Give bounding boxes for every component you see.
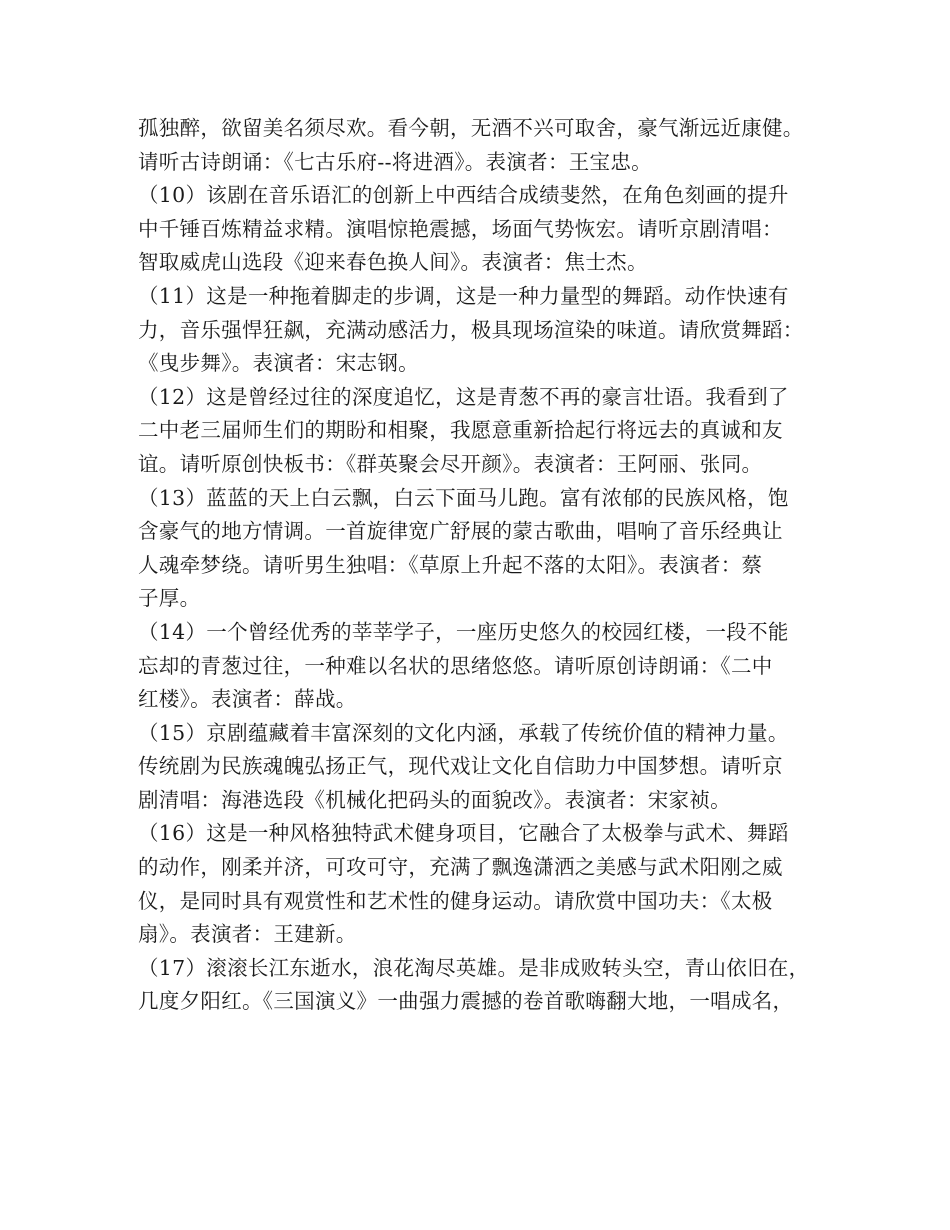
text-line-9: （12）这是曾经过往的深度追忆，这是青葱不再的豪言壮语。我看到了 [138, 384, 789, 409]
text-line-22: （16）这是一种风格独特武术健身项目，它融合了太极拳与武术、舞蹈 [138, 821, 789, 846]
text-line-11: 谊。请听原创快板书：《群英聚会尽开颜》。表演者：王阿丽、张同。 [138, 451, 763, 476]
text-line-19: （15）京剧蕴藏着丰富深刻的文化内涵，承载了传统价值的精神力量。 [138, 720, 789, 745]
text-line-23: 的动作，刚柔并济，可攻可守，充满了飘逸潇洒之美感与武术阳刚之威 [138, 855, 783, 880]
text-line-15: 子厚。 [138, 586, 201, 611]
text-line-4: 中千锤百炼精益求精。演唱惊艳震撼，场面气势恢宏。请听京剧清唱： [138, 216, 783, 241]
text-line-20: 传统剧为民族魂魄弘扬正气，现代戏让文化自信助力中国梦想。请听京 [138, 754, 783, 779]
text-line-24: 仪，是同时具有观赏性和艺术性的健身运动。请欣赏中国功夫：《太极 [138, 888, 773, 913]
text-line-7: 力，音乐强悍狂飙，充满动感活力，极具现场渲染的味道。请欣赏舞蹈： [138, 317, 804, 342]
text-line-12: （13）蓝蓝的天上白云飘，白云下面马儿跑。富有浓郁的民族风格，饱 [138, 485, 789, 510]
text-line-10: 二中老三届师生们的期盼和相聚，我愿意重新拾起行将远去的真诚和友 [138, 418, 783, 443]
text-line-26: （17）滚滚长江东逝水，浪花淘尽英雄。是非成败转头空，青山依旧在， [138, 955, 810, 980]
text-line-27: 几度夕阳红。《三国演义》一曲强力震撼的卷首歌嗨翻大地，一唱成名， [138, 989, 794, 1014]
text-line-17: 忘却的青葱过往，一种难以名状的思绪悠悠。请听原创诗朗诵：《二中 [138, 653, 773, 678]
text-line-21: 剧清唱：海港选段《机械化把码头的面貌改》。表演者：宋家祯。 [138, 787, 731, 812]
text-line-5: 智取威虎山选段《迎来春色换人间》。表演者：焦士杰。 [138, 250, 648, 275]
text-line-13: 含豪气的地方情调。一首旋律宽广舒展的蒙古歌曲，唱响了音乐经典让 [138, 519, 783, 544]
text-line-18: 红楼》。表演者：薛战。 [138, 687, 357, 712]
text-line-6: （11）这是一种拖着脚走的步调，这是一种力量型的舞蹈。动作快速有 [138, 283, 789, 308]
text-line-14: 人魂牵梦绕。请听男生独唱：《草原上升起不落的太阳》。表演者：蔡 [138, 552, 763, 577]
text-line-16: （14）一个曾经优秀的莘莘学子，一座历史悠久的校园红楼，一段不能 [138, 619, 789, 644]
text-line-8: 《曳步舞》。表演者：宋志钢。 [138, 351, 419, 376]
text-line-25: 扇》。表演者：王建新。 [138, 922, 357, 947]
text-line-3: （10）该剧在音乐语汇的创新上中西结合成绩斐然，在角色刻画的提升 [138, 183, 789, 208]
text-line-2: 请听古诗朗诵：《七古乐府--将进酒》。表演者：王宝忠。 [138, 149, 652, 174]
text-line-1: 孤独醉，欲留美名须尽欢。看今朝，无酒不兴可取舍，豪气渐远近康健。 [138, 116, 804, 140]
document-body [138, 112, 838, 1019]
